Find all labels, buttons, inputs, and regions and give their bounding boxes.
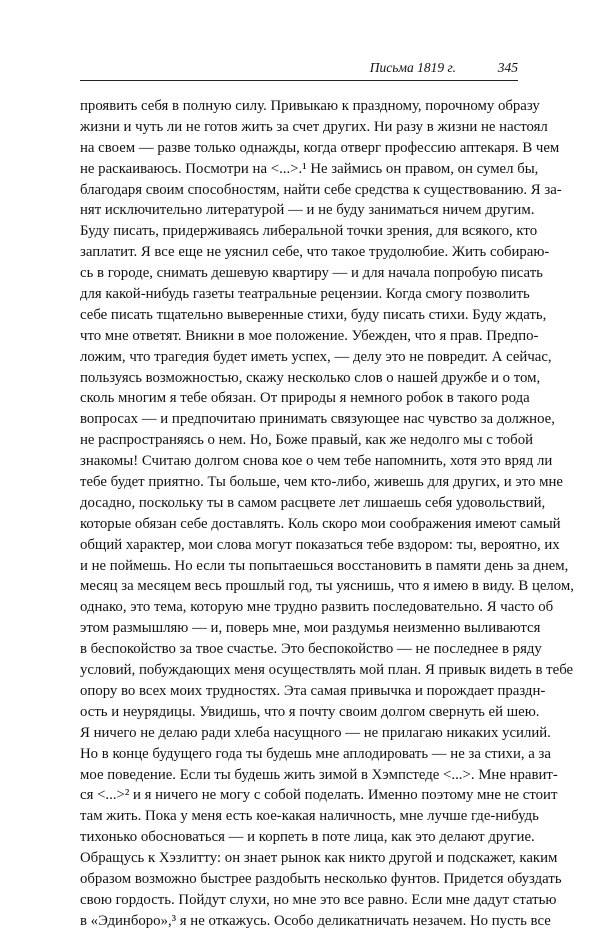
text-line: ся <...>² и я ничего не могу с собой поделать. Именно поэтому мне не стоит [80,787,558,804]
text-line: образом возможно быстрее раздобыть несколько фунтов. Придется обуздать [80,870,562,887]
page-header [80,60,518,80]
text-line: тихонько обосноваться — и корпеть в поте лица, как это делают другие. [80,829,535,846]
text-line: вопросах — и предпочитаю принимать связующее нас чувство за должное, [80,411,555,428]
text-line: знакомы! Считаю долгом снова кое о чем тебе напомнить, хотя это вряд ли [80,453,553,470]
text-line: ложим, что трагедия будет иметь успех, — делу это не повредит. А сейчас, [80,348,552,365]
text-line: проявить себя в полную силу. Привыкаю к праздному, порочному образу [80,98,540,114]
text-line: там жить. Пока у меня есть кое-какая наличность, мне лучше где-нибудь [80,808,539,825]
text-line: этом размышляю — и, поверь мне, мои раздумья неизменно выливаются [80,620,541,637]
letter-text [80,96,574,932]
text-line: которые обязан себе доставлять. Коль скоро мои соображения имеют самый [80,515,561,532]
text-line: жизни и чуть ли не готов жить за счет других. Ни разу в жизни не настоял [80,118,548,135]
running-title: Письма 1819 г. [369,60,456,75]
text-line: досадно, поскольку ты в самом расцвете лет лишаешь себя удовольствий, [80,494,546,511]
text-line: и не поймешь. Но если ты попытаешься восстановить в памяти день за днем, [80,557,569,574]
text-line: тебе будет приятно. Ты больше, чем кто-либо, живешь для других, и это мне [80,474,563,491]
text-line: на своем — разве только однажды, когда отверг профессию аптекаря. В чем [80,139,560,156]
text-line: свою гордость. Пойдут слухи, но мне это все равно. Если мне дадут статью [80,891,557,908]
text-line: общий характер, мои слова могут показаться тебе вздором: ты, вероятно, их [80,536,560,553]
text-line: Я ничего не делаю ради хлеба насущного — не прилагаю никаких усилий. [80,724,551,741]
text-line: опору во всех моих трудностях. Эта самая привычка и порождает праздн- [80,682,546,699]
text-line: в беспокойство за твое счастье. Это беспокойство — не последнее в ряду [80,641,542,658]
text-line: что мне ответят. Вникни в мое положение. Убежден, что я прав. Предпо- [80,327,539,344]
text-line: не распространяясь о нем. Но, Боже правый, как же недолго мы с тобой [80,432,534,449]
text-line: месяц за месяцем весь прошлый год, ты уяснишь, что я имею в виду. В целом, [80,578,574,595]
text-line: мое поведение. Если ты будешь жить зимой в Хэмпстеде <...>. Мне нравит- [80,766,558,783]
text-line: Буду писать, придерживаясь либеральной точки зрения, для всякого, кто [80,223,538,240]
text-line: в «Эдинборо»,³ я не откажусь. Особо деликатничать незачем. Но пусть все [80,912,551,929]
text-line: не раскаиваюсь. Посмотри на <...>.¹ Не займись он правом, он сумел бы, [80,160,539,177]
text-line: однако, это тема, которую мне трудно развить последовательно. Я часто об [80,599,554,616]
text-line: ость и неурядицы. Увидишь, что я почту своим долгом свернуть ей шею. [80,703,540,720]
text-line: пользуясь возможностью, скажу несколько слов о нашей дружбе и о том, [80,369,541,386]
header-rule [80,80,518,81]
text-line: Но в конце будущего года ты будешь мне аплодировать — не за стихи, а за [80,745,551,762]
text-line: Обращусь к Хэзлитту: он знает рынок как никто другой и подскажет, каким [80,850,558,867]
text-line: нят исключительно литературой — и не буду заниматься ничем другим. [80,202,535,219]
text-line: благодаря своим способностям, найти себе средства к существованию. Я за- [80,181,562,198]
text-line: для какой-нибудь газеты театральные рецензии. Когда смогу позволить [80,286,530,303]
text-line: сь в городе, снимать дешевую квартиру — и для начала попробую писать [80,265,543,282]
text-line: заплатит. Я все еще не уяснил себе, что такое трудолюбие. Жить собираю- [80,244,550,261]
text-line: сколь многим я тебе обязан. От природы я немного робок в такого рода [80,390,530,407]
page-number: 345 [497,60,518,75]
text-line: условий, побуждающих меня осуществлять мой план. Я привык видеть в тебе [80,662,574,679]
text-line: себе писать тщательно выверенные стихи, буду писать стихи. Буду ждать, [80,306,547,323]
